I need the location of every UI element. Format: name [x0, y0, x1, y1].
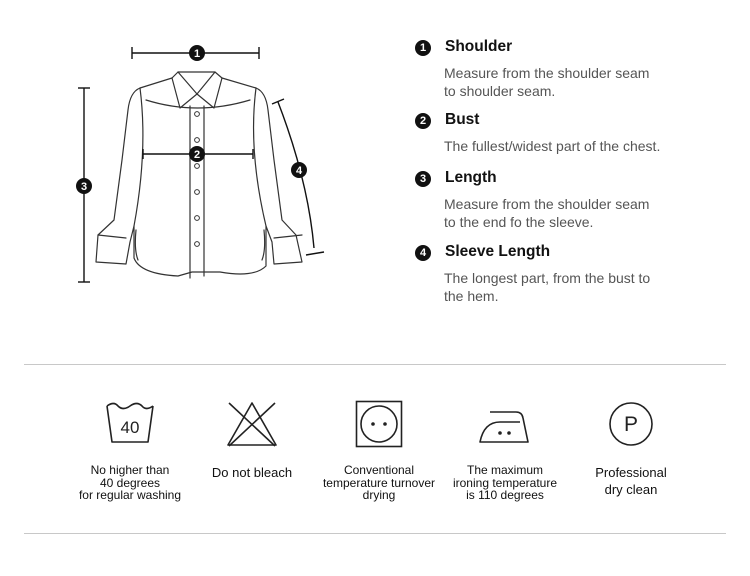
- tumble-dry-icon: [355, 400, 403, 448]
- label-line: 40 degrees: [99, 475, 161, 490]
- care-label: [556, 464, 706, 498]
- label-line: for regular washing: [78, 488, 182, 502]
- label-line: Professional: [595, 465, 667, 480]
- description-line: The fullest/widest part of the chest.: [444, 138, 661, 154]
- legend-title: Sleeve Length: [445, 243, 551, 260]
- legend-description: [444, 269, 694, 305]
- marker-shoulder: 1: [193, 48, 201, 60]
- marker-length: 3: [80, 181, 88, 193]
- legend-description: [444, 137, 694, 155]
- label-line: dry clean: [604, 482, 658, 497]
- description-line: the hem.: [444, 288, 499, 304]
- bottom-divider: [24, 533, 726, 534]
- number-badge: 3: [415, 171, 431, 187]
- dry-clean-letter: P: [623, 413, 639, 436]
- legend-title: Length: [445, 169, 497, 186]
- description-line: to the end fo the sleeve.: [444, 214, 594, 230]
- legend-title: Shoulder: [445, 38, 513, 55]
- label-line: Conventional: [343, 463, 415, 477]
- marker-sleeve: 4: [295, 165, 303, 177]
- label-line: Do not bleach: [211, 465, 293, 480]
- description-line: Measure from the shoulder seam: [444, 65, 650, 81]
- dry-clean-p-icon: [607, 400, 655, 448]
- number-badge: 4: [415, 245, 431, 261]
- do-not-bleach-icon: [226, 400, 278, 448]
- marker-bust: 2: [193, 149, 201, 161]
- legend-description: [444, 195, 694, 231]
- label-line: No higher than: [90, 463, 170, 477]
- description-line: The longest part, from the bust to: [444, 270, 651, 286]
- legend-title: Bust: [445, 111, 480, 128]
- shirt-illustration: [60, 30, 340, 300]
- wash-40-icon: [105, 400, 155, 446]
- number-badge: 1: [415, 40, 431, 56]
- description-line: Measure from the shoulder seam: [444, 196, 650, 212]
- top-divider: [24, 364, 726, 365]
- description-line: to shoulder seam.: [444, 83, 556, 99]
- number-badge: 2: [415, 113, 431, 129]
- label-line: temperature turnover: [322, 475, 436, 490]
- label-line: The maximum: [466, 463, 543, 477]
- shirt-measurement-diagram: [60, 30, 340, 300]
- label-line: drying: [362, 488, 396, 502]
- legend-description: [444, 64, 694, 100]
- iron-medium-icon: [476, 400, 534, 446]
- label-line: ironing temperature: [452, 475, 558, 490]
- wash-temperature: 40: [120, 418, 140, 437]
- label-line: is 110 degrees: [466, 488, 544, 502]
